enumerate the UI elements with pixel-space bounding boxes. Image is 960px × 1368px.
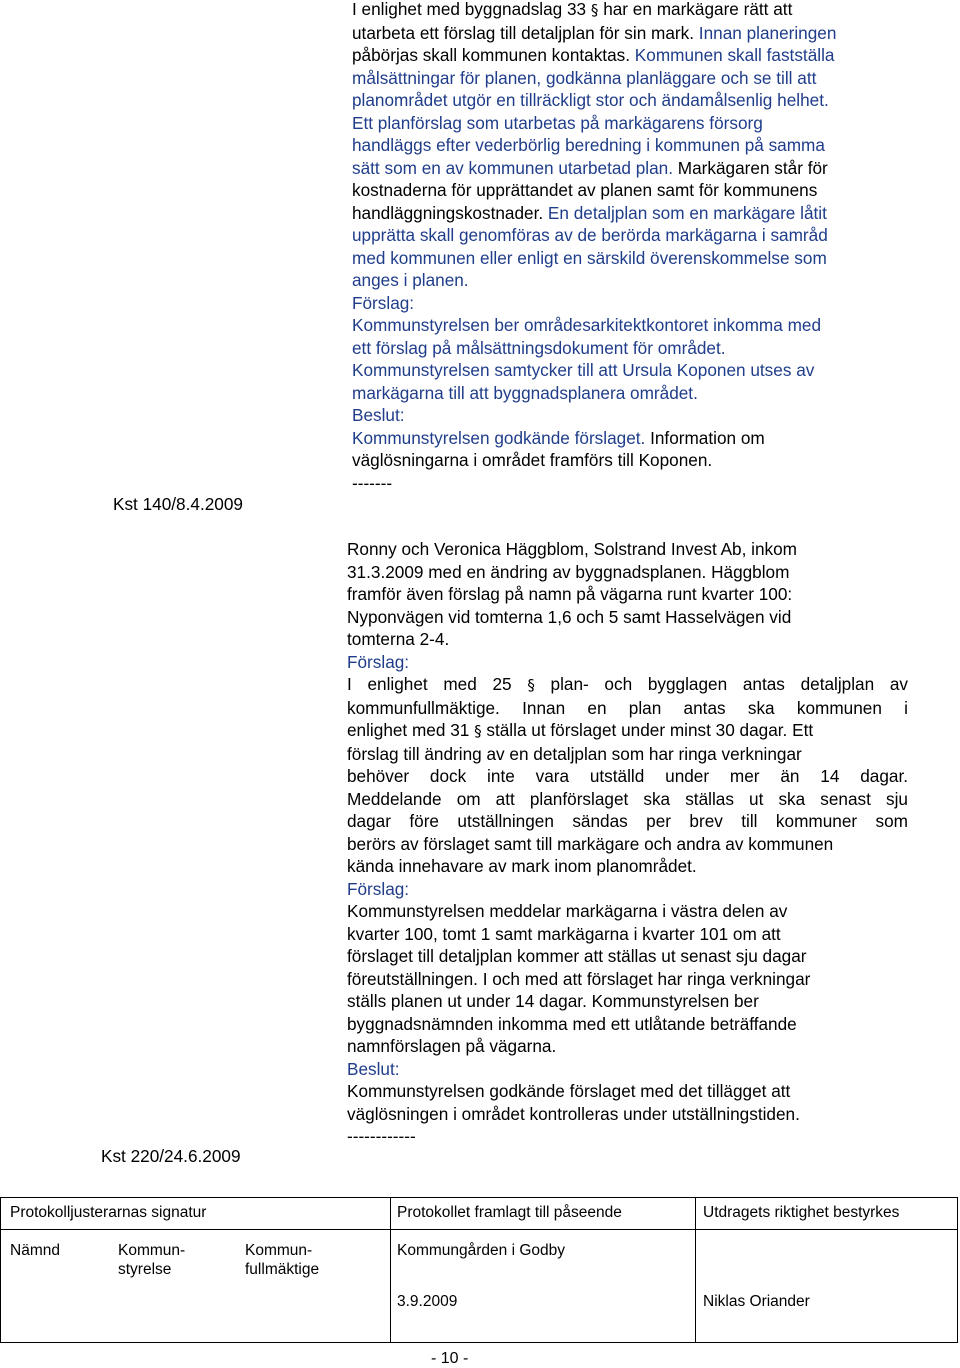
page-number: - 10 - [431,1350,469,1367]
text-line: tomterna 2-4. [347,629,450,649]
text-line: enlighet med 31 § ställa ut förslaget under minst 30 dagar. Ett [347,720,814,740]
table-divider-1 [390,1197,391,1343]
text-line: ställs planen ut under 14 dagar. Kommunstyrelsen ber [347,991,759,1011]
text-line: föreutställningen. I och med att förslaget har ringa verkningar [347,968,811,989]
section-sign-icon: § [590,1,599,19]
display-header: Protokollet framlagt till påseende [397,1204,622,1221]
text-line: Meddelande om att planförslaget ska ställas ut ska senast sju [347,788,908,809]
section-sign-icon: § [527,676,535,694]
text-line: målsättningar för planen, godkänna planläggare och se till att [352,67,817,88]
certifier-name: Niklas Oriander [703,1293,810,1310]
text-line: utarbeta ett förslag till detaljplan för sin mark. Innan planeringen [352,22,837,43]
table-border-left [0,1197,1,1343]
text-line: planområdet utgör en tillräckligt stor och ändamålsenlig helhet. [352,90,829,110]
signature-header: Protokolljusterarnas signatur [10,1204,207,1221]
text-line: handläggs efter vederbörlig beredning i kommunen på samma [352,135,825,155]
text-line: I enlighet med byggnadslag 33 § har en markägare rätt att [352,0,793,19]
forslag-heading: Förslag: [347,878,410,899]
text-line: dagar före utställningen sändas per brev till kommuner som [347,811,908,831]
text-line: Ett planförslag som utarbetas på markägarens försorg [352,112,763,133]
text-line: Ronny och Veronica Häggblom, Solstrand Invest Ab, inkom [347,539,797,559]
table-divider-2 [695,1197,696,1343]
text-line: Nyponvägen vid tomterna 1,6 och 5 samt Hasselvägen vid [347,606,792,627]
signature-table [0,1197,960,1343]
body-label-kommunfullmaktige: Kommun- fullmäktige [245,1242,320,1278]
text-line: Kommunstyrelsen meddelar markägarna i västra delen av [347,901,788,921]
case-reference-1: Kst 140/8.4.2009 [113,494,243,514]
text-line: anges i planen. [352,270,469,290]
text-line: Kommunstyrelsen samtycker till att Ursula Koponen utses av [352,360,815,380]
section-1 [352,0,887,494]
text-line: Kommunstyrelsen godkände förslaget. Information om [352,427,765,448]
text-line: kända innehavare av mark inom planområdet. [347,856,697,876]
separator-dashes: ------- [352,472,393,493]
section-sign-icon: § [474,722,482,740]
text-line: förslaget till detaljplan kommer att ställas ut senast sju dagar [347,946,807,966]
text-line: Kommunstyrelsen godkände förslaget med det tillägget att [347,1081,791,1101]
body-label-namnd: Nämnd [10,1242,60,1259]
separator-dashes: ------------ [347,1126,416,1146]
table-border-bottom [0,1342,958,1343]
text-line: påbörjas skall kommunen kontaktas. Kommunen skall fastställa [352,45,835,65]
text-line: sätt som en av kommunen utarbetad plan. Markägaren står för [352,157,828,178]
forslag-heading: Förslag: [352,292,415,313]
text-line: Kommunstyrelsen ber områdesarkitektkontoret inkomma med [352,315,822,335]
text-line: upprätta skall genomföras av de berörda markägarna i samråd [352,225,828,245]
text-line: kvarter 100, tomt 1 samt markägarna i kvarter 101 om att [347,923,781,944]
display-date: 3.9.2009 [397,1293,458,1310]
beslut-heading: Beslut: [352,405,405,425]
text-line: kommunfullmäktige. Innan en plan antas ska kommunen i [347,697,908,718]
table-border-mid [0,1229,958,1230]
table-border-top [0,1197,958,1198]
table-border-right [957,1197,958,1343]
beslut-heading: Beslut: [347,1058,400,1079]
display-location: Kommungården i Godby [397,1242,566,1259]
text-line: I enlighet med 25 § plan- och bygglagen antas detaljplan av [347,674,908,694]
text-line: berörs av förslaget samt till markägare och andra av kommunen [347,833,834,854]
text-line: handläggningskostnader. En detaljplan som en markägare låtit [352,202,827,223]
text-line: kostnaderna för upprättandet av planen samt för kommunens [352,180,818,200]
text-line: markägarna till att byggnadsplanera området. [352,382,698,403]
text-line: ett förslag på målsättningsdokument för området. [352,337,726,358]
text-line: med kommunen eller enligt en särskild överenskommelse som [352,247,827,268]
text-line: behöver dock inte vara utställd under mer än 14 dagar. [347,766,908,786]
text-line: framför även förslag på namn på vägarna runt kvarter 100: [347,584,793,604]
text-line: väglösningarna i området framförs till Koponen. [352,450,713,470]
text-line: namnförslagen på vägarna. [347,1036,557,1056]
text-line: byggnadsnämnden inkomma med ett utlåtande beträffande [347,1013,797,1034]
text-line: väglösningen i området kontrolleras under utställningstiden. [347,1103,800,1124]
certify-header: Utdragets riktighet bestyrkes [703,1204,900,1221]
section-2 [347,538,908,1148]
body-label-kommunstyrelse: Kommun- styrelse [118,1242,186,1278]
text-line: 31.3.2009 med en ändring av byggnadsplanen. Häggblom [347,561,790,582]
forslag-heading: Förslag: [347,651,410,672]
case-reference-2: Kst 220/24.6.2009 [101,1146,241,1166]
text-line: förslag till ändring av en detaljplan som har ringa verkningar [347,743,802,764]
